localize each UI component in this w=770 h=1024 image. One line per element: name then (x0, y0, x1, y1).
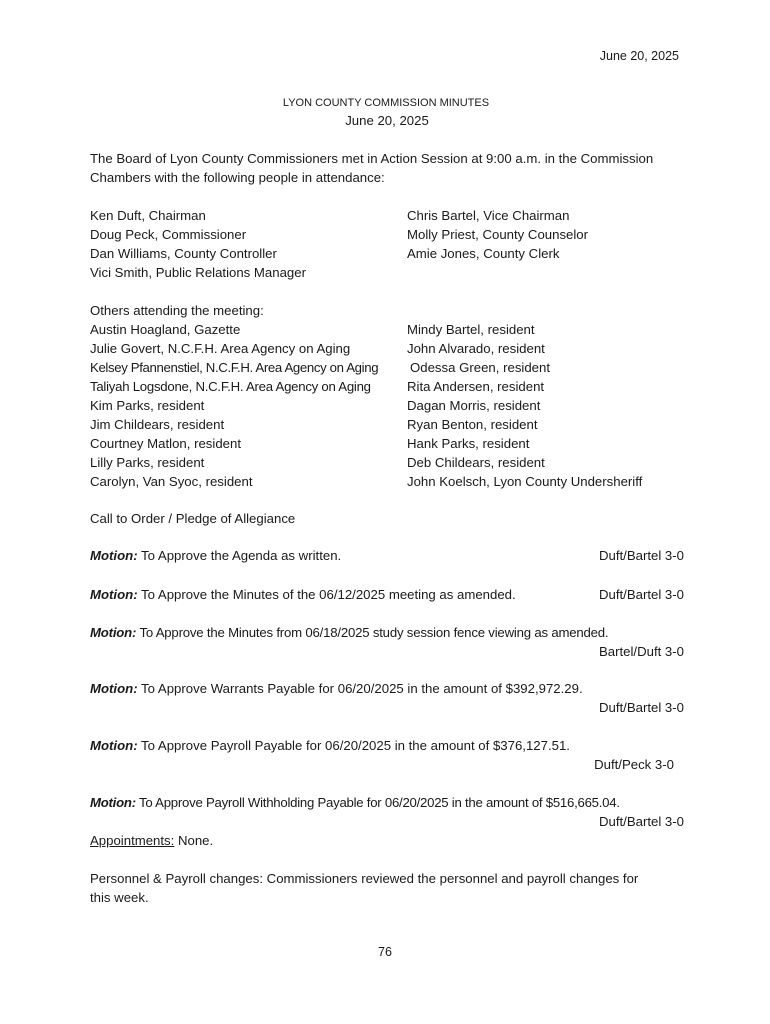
others-heading: Others attending the meeting: (90, 303, 264, 318)
document-date: June 20, 2025 (345, 113, 429, 128)
other-left: Courtney Matlon, resident (90, 436, 241, 451)
attendee-right: Chris Bartel, Vice Chairman (407, 208, 570, 223)
other-left: Jim Childears, resident (90, 417, 225, 432)
motion-vote: Duft/Peck 3-0 (594, 757, 674, 772)
personnel-line-1: Personnel & Payroll changes: Commissioners reviewed the personnel and payroll changes for (90, 871, 639, 886)
motion-item (90, 585, 690, 604)
motion-vote: Duft/Bartel 3-0 (598, 814, 684, 829)
other-right: John Koelsch, Lyon County Undersheriff (407, 474, 643, 489)
page-number: 76 (378, 945, 392, 959)
motion-label: Motion: (90, 738, 138, 753)
motion-item (90, 546, 690, 565)
others-row (90, 453, 690, 472)
motion-label: Motion: (90, 548, 138, 563)
others-row (90, 358, 690, 377)
other-right: Rita Andersen, resident (407, 379, 545, 394)
other-left: Lilly Parks, resident (90, 455, 205, 470)
motion-vote: Duft/Bartel 3-0 (598, 700, 684, 715)
attendance-row (90, 225, 690, 244)
other-right: Hank Parks, resident (407, 436, 530, 451)
motion-vote: Duft/Bartel 3-0 (598, 587, 684, 602)
other-left: Kelsey Pfannenstiel, N.C.F.H. Area Agency on Aging (90, 360, 379, 375)
motion-label: Motion: (90, 681, 138, 696)
motion-item (90, 736, 690, 774)
intro-line-2: Chambers with the following people in attendance: (90, 170, 385, 185)
motion-vote: Bartel/Duft 3-0 (598, 644, 684, 659)
motion-item (90, 793, 690, 831)
intro-line-1: The Board of Lyon County Commissioners met in Action Session at 9:00 a.m. in the Commission (90, 151, 654, 166)
motion-item (90, 679, 690, 717)
other-left: Austin Hoagland, Gazette (90, 322, 241, 337)
others-row (90, 434, 690, 453)
other-right: Deb Childears, resident (407, 455, 545, 470)
motion-label: Motion: (90, 587, 138, 602)
attendee-left: Ken Duft, Chairman (90, 208, 206, 223)
attendee-left: Doug Peck, Commissioner (90, 227, 247, 242)
appointments-value: None. (174, 833, 214, 848)
attendance-row (90, 206, 690, 225)
motion-item (90, 623, 690, 661)
motion-text: To Approve Warrants Payable for 06/20/2025 in the amount of $392,972.29. (141, 681, 583, 696)
attendee-right: Molly Priest, County Counselor (407, 227, 589, 242)
appointments-label: Appointments: (90, 833, 175, 848)
attendee-left: Vici Smith, Public Relations Manager (90, 265, 306, 280)
motion-text-line (90, 623, 608, 642)
other-right: Mindy Bartel, resident (407, 322, 535, 337)
motion-text-line (90, 546, 341, 565)
header-date: June 20, 2025 (599, 49, 679, 63)
call-to-order: Call to Order / Pledge of Allegiance (90, 511, 296, 526)
motion-label: Motion: (90, 795, 136, 810)
motion-vote: Duft/Bartel 3-0 (598, 548, 684, 563)
attendee-left: Dan Williams, County Controller (90, 246, 277, 261)
motion-text: To Approve Payroll Withholding Payable for 06/20/2025 in the amount of $516,665.04. (139, 795, 620, 810)
others-row (90, 339, 690, 358)
others-row (90, 472, 690, 491)
motion-text: To Approve Payroll Payable for 06/20/2025 in the amount of $376,127.51. (141, 738, 570, 753)
other-right: Ryan Benton, resident (407, 417, 538, 432)
motion-text: To Approve the Agenda as written. (141, 548, 342, 563)
attendance-row (90, 244, 690, 263)
motion-label: Motion: (90, 625, 137, 640)
document-title: LYON COUNTY COMMISSION MINUTES (282, 97, 490, 109)
motion-text: To Approve the Minutes from 06/18/2025 study session fence viewing as amended. (139, 625, 609, 640)
other-right: Odessa Green, resident (410, 360, 551, 375)
others-row (90, 396, 690, 415)
other-right: Dagan Morris, resident (407, 398, 541, 413)
motion-text-line (90, 585, 516, 604)
other-left: Carolyn, Van Syoc, resident (90, 474, 253, 489)
appointments (90, 831, 213, 850)
attendance-row (90, 263, 690, 282)
other-right: John Alvarado, resident (407, 341, 545, 356)
motion-text-line (90, 679, 583, 698)
others-row (90, 377, 690, 396)
other-left: Kim Parks, resident (90, 398, 205, 413)
others-row (90, 415, 690, 434)
other-left: Julie Govert, N.C.F.H. Area Agency on Aging (90, 341, 351, 356)
others-row (90, 320, 690, 339)
personnel-line-2: this week. (90, 890, 149, 905)
motion-text-line (90, 736, 570, 755)
attendee-right: Amie Jones, County Clerk (407, 246, 560, 261)
other-left: Taliyah Logsdone, N.C.F.H. Area Agency on Aging (90, 379, 371, 394)
motion-text-line (90, 793, 620, 812)
motion-text: To Approve the Minutes of the 06/12/2025 meeting as amended. (141, 587, 516, 602)
